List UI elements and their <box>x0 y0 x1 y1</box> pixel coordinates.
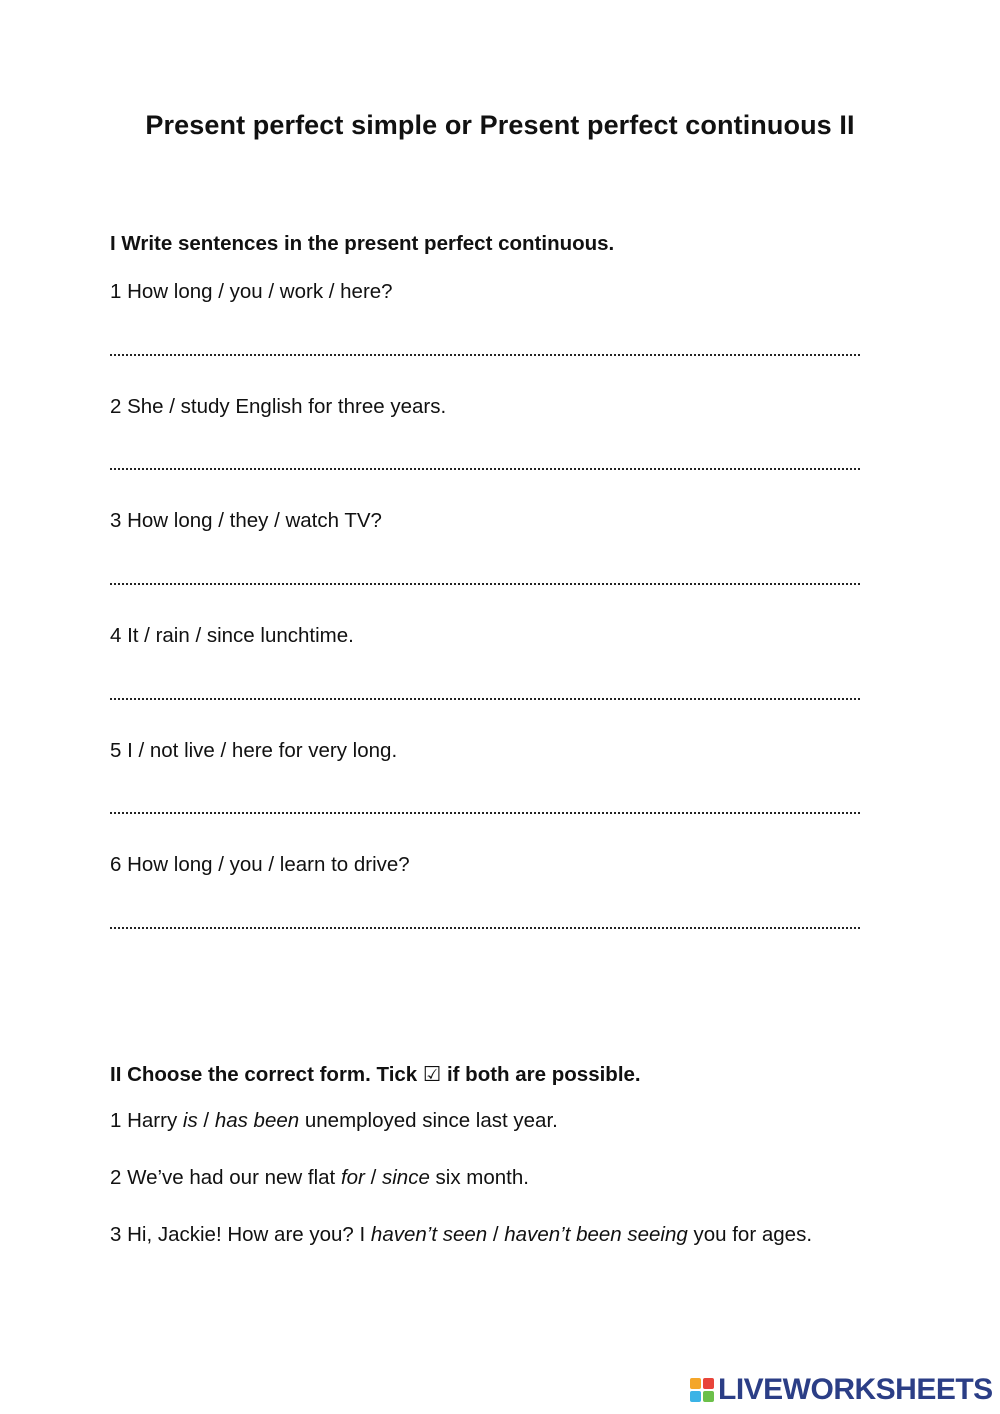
answer-line-2[interactable] <box>110 468 860 470</box>
item-prefix: 2 We’ve had our new flat <box>110 1166 341 1189</box>
answer-line-6[interactable] <box>110 927 860 929</box>
section-1-heading: I Write sentences in the present perfect continuous. <box>110 232 615 255</box>
logo-block <box>703 1391 714 1402</box>
logo-block <box>690 1378 701 1389</box>
exercise-1-item-1: 1 How long / you / work / here? <box>110 280 393 303</box>
logo-wordmark: LIVEWORKSHEETS <box>718 1373 993 1406</box>
logo-block <box>703 1378 714 1389</box>
exercise-1-item-2: 2 She / study English for three years. <box>110 395 447 418</box>
section-2-heading: II Choose the correct form. Tick ☑ if both are possible. <box>110 1063 641 1086</box>
option-separator: / <box>197 1109 215 1132</box>
option-a[interactable]: haven’t seen <box>370 1223 488 1246</box>
item-suffix: unemployed since last year. <box>299 1109 558 1132</box>
answer-line-3[interactable] <box>110 583 860 585</box>
answer-line-1[interactable] <box>110 354 860 356</box>
exercise-1-item-3: 3 How long / they / watch TV? <box>110 509 382 532</box>
item-prefix: 3 Hi, Jackie! How are you? I <box>110 1223 371 1246</box>
logo-block <box>690 1391 701 1402</box>
worksheet-title: Present perfect simple or Present perfect continuous II <box>145 110 855 140</box>
option-separator: / <box>364 1166 382 1189</box>
option-a[interactable]: for <box>340 1166 365 1189</box>
exercise-1-item-6: 6 How long / you / learn to drive? <box>110 853 410 876</box>
option-b[interactable]: has been <box>214 1109 300 1132</box>
exercise-2-item-1 <box>110 1109 558 1133</box>
answer-line-4[interactable] <box>110 698 860 700</box>
answer-line-5[interactable] <box>110 812 860 814</box>
exercise-2-item-2 <box>110 1166 529 1190</box>
item-suffix: you for ages. <box>687 1223 813 1246</box>
item-prefix: 1 Harry <box>110 1109 183 1132</box>
item-suffix: six month. <box>429 1166 529 1189</box>
liveworksheets-logo <box>690 1372 993 1408</box>
option-b[interactable]: since <box>381 1166 430 1189</box>
option-a[interactable]: is <box>182 1109 198 1132</box>
exercise-1-item-5: 5 I / not live / here for very long. <box>110 739 398 762</box>
exercise-2-item-3 <box>110 1223 812 1247</box>
option-b[interactable]: haven’t been seeing <box>504 1223 688 1246</box>
logo-blocks-icon <box>690 1378 714 1402</box>
exercise-1-item-4: 4 It / rain / since lunchtime. <box>110 624 354 647</box>
option-separator: / <box>487 1223 505 1246</box>
